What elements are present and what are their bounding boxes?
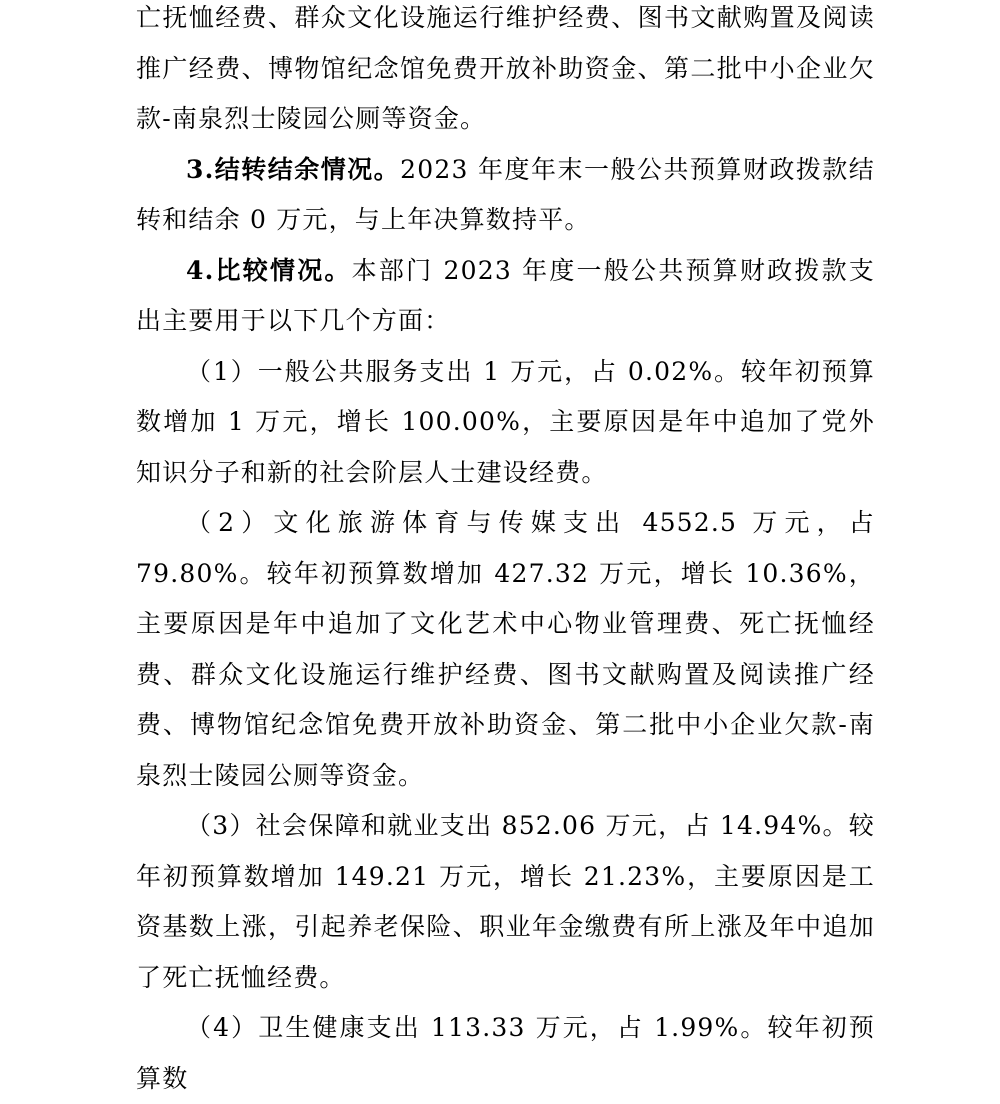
paragraph-item-2 [136,498,875,801]
paragraph-text: 亡抚恤经费、群众文化设施运行维护经费、图书文献购置及阅读推广经费、博物馆纪念馆免费开放补助资金、第二批中小企业欠款-南泉烈士陵园公厕等资金。 [136,3,875,133]
paragraph-text: 本部门 2023 年度一般公共预算财政拨款支出主要用于以下几个方面： [136,255,876,335]
paragraph-text: （1）一般公共服务支出 1 万元，占 0.02%。较年初预算数增加 1 万元，增长 100.00%，主要原因是年中追加了党外知识分子和新的社会阶层人士建设经费。 [136,356,875,487]
paragraph-comparison [136,246,875,347]
paragraph-item-3 [136,801,875,1003]
paragraph-heading: 4.比较情况。 [186,255,352,285]
paragraph-text: （4）卫生健康支出 113.33 万元，占 1.99%。较年初预算数 [136,1013,875,1093]
paragraph-text: 2023 年度年末一般公共预算财政拨款结转和结余 0 万元，与上年决算数持平。 [136,154,875,234]
paragraph-text: （2）文化旅游体育与传媒支出 4552.5 万元，占 79.80%。较年初预算数增加 427.32 万元，增长 10.36%，主要原因是年中追加了文化艺术中心物业管理费、死亡抚恤经费、群众文化设施运行维护经费、图书文献购置及阅读推广经费、博物馆纪念馆免费开放补助资金、第二批中小企业欠款-南泉烈士陵园公厕等资金。 [136,508,875,790]
paragraph-continuation [136,0,875,145]
paragraph-carryover-balance [136,145,875,246]
paragraph-heading: 3.结转结余情况。 [186,154,401,184]
paragraph-item-1 [136,347,875,499]
paragraph-item-4 [136,1003,875,1104]
document-page [136,0,876,1093]
paragraph-text: （3）社会保障和就业支出 852.06 万元，占 14.94%。较年初预算数增加 149.21 万元，增长 21.23%，主要原因是工资基数上涨，引起养老保险、职业年金缴费有所上涨及年中追加了死亡抚恤经费。 [136,811,875,992]
